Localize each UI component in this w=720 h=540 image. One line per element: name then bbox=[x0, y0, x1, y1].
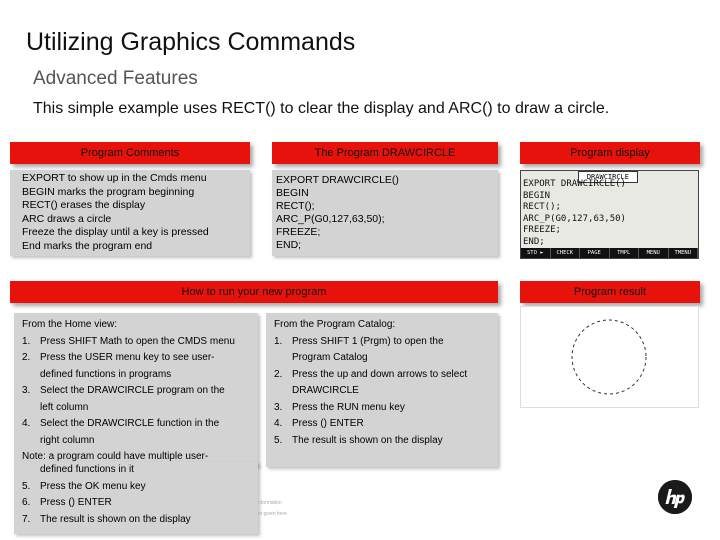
code-line: BEGIN bbox=[276, 187, 309, 199]
footer-info: nformation et given here bbox=[258, 500, 287, 517]
calculator-screen bbox=[520, 170, 699, 259]
home-heading: From the Home view: bbox=[22, 319, 118, 330]
screen-code-line: BEGIN bbox=[523, 190, 551, 201]
display-header: Program display bbox=[520, 142, 700, 164]
softkey-bar bbox=[521, 248, 698, 258]
screen-title: DRAWCIRCLE bbox=[578, 171, 638, 183]
home-view-box: From the Home view: 1. Press SHIFT Math to open the CMDS menu 2. Press the USER menu key to see user- defined functions in programs 3. Select the DRAWCIRCLE program on the left column 4. Select the DRAWCIRCLE function in the right column Note: a program could have multiple user- bbox=[14, 313, 258, 467]
program-code-box bbox=[272, 170, 498, 256]
result-canvas bbox=[521, 307, 698, 407]
comment-line: BEGIN marks the program beginning bbox=[22, 185, 195, 198]
page-subtitle: Advanced Features bbox=[33, 68, 198, 89]
home-step: 5. Press the OK menu key bbox=[22, 480, 146, 492]
result-header: Program result bbox=[520, 281, 700, 303]
hp-logo-icon bbox=[658, 480, 692, 514]
comments-header: Program Comments bbox=[10, 142, 250, 164]
intro-text: This simple example uses RECT() to clear the display and ARC() to draw a circle. bbox=[33, 100, 610, 117]
screen-code-line: RECT(); bbox=[523, 202, 561, 212]
softkey-tmenu[interactable]: TMENU bbox=[669, 248, 699, 258]
softkey-check[interactable]: CHECK bbox=[551, 248, 581, 258]
catalog-step: 3. Press the RUN menu key bbox=[274, 401, 405, 413]
comment-line: End marks the program end bbox=[22, 239, 153, 252]
home-note: Note: a program could have multiple user- bbox=[22, 451, 209, 462]
softkey-menu[interactable]: MENU bbox=[639, 248, 669, 258]
softkey-sto[interactable]: STO ► bbox=[521, 248, 551, 258]
code-line: END; bbox=[276, 239, 302, 251]
result-screen bbox=[520, 306, 699, 408]
page-title: Utilizing Graphics Commands bbox=[26, 28, 356, 56]
catalog-step: 2. Press the up and down arrows to select bbox=[274, 368, 468, 380]
comment-line: EXPORT to show up in the Cmds menu bbox=[22, 172, 207, 184]
catalog-box: From the Program Catalog: 1. Press SHIFT 1 (Prgm) to open the Program Catalog 2. Press the up and down arrows to select DRAWCIRCLE 3. Press the RUN menu key 4. Press () ENTER 5. The result is shown on the display bbox=[266, 313, 498, 467]
home-step: 3. Select the DRAWCIRCLE program on the bbox=[22, 385, 225, 396]
code-line: RECT(); bbox=[276, 200, 315, 212]
home-step: 4. Select the DRAWCIRCLE function in the bbox=[22, 418, 220, 429]
softkey-tmpl[interactable]: TMPL bbox=[610, 248, 640, 258]
softkey-page[interactable]: PAGE bbox=[580, 248, 610, 258]
home-view-box-continued: defined functions in it 5. Press the OK menu key 6. Press () ENTER 7. The result is shown on the display bbox=[14, 462, 258, 534]
catalog-step: 5. The result is shown on the display bbox=[274, 434, 443, 446]
howto-header: How to run your new program bbox=[10, 281, 498, 303]
screen-code-line: ARC_P(G0,127,63,50) bbox=[523, 213, 626, 224]
screen-code-line: EXPORT DRAWCIRCLE() bbox=[523, 179, 626, 189]
drawn-circle bbox=[572, 320, 646, 394]
comments-box bbox=[10, 170, 250, 256]
screen-code bbox=[523, 179, 626, 248]
screen-code-line: FREEZE; bbox=[523, 225, 561, 235]
comment-line: Freeze the display until a key is pressed bbox=[22, 226, 209, 238]
screen-code-line: END; bbox=[523, 236, 545, 247]
code-line: FREEZE; bbox=[276, 226, 321, 238]
catalog-step: 1. Press SHIFT 1 (Prgm) to open the bbox=[274, 335, 444, 347]
comment-line: RECT() erases the display bbox=[22, 199, 146, 211]
home-step: 6. Press () ENTER bbox=[22, 497, 112, 508]
home-step: 2. Press the USER menu key to see user- bbox=[22, 352, 215, 363]
home-step: 1. Press SHIFT Math to open the CMDS menu bbox=[22, 335, 235, 347]
home-step: 7. The result is shown on the display bbox=[22, 513, 191, 525]
code-line: ARC_P(G0,127,63,50); bbox=[276, 213, 385, 225]
comment-line: ARC draws a circle bbox=[22, 212, 112, 225]
code-line: EXPORT DRAWCIRCLE() bbox=[276, 174, 399, 186]
catalog-heading: From the Program Catalog: bbox=[274, 319, 396, 330]
program-header: The Program DRAWCIRCLE bbox=[272, 142, 498, 164]
catalog-step: 4. Press () ENTER bbox=[274, 418, 364, 429]
